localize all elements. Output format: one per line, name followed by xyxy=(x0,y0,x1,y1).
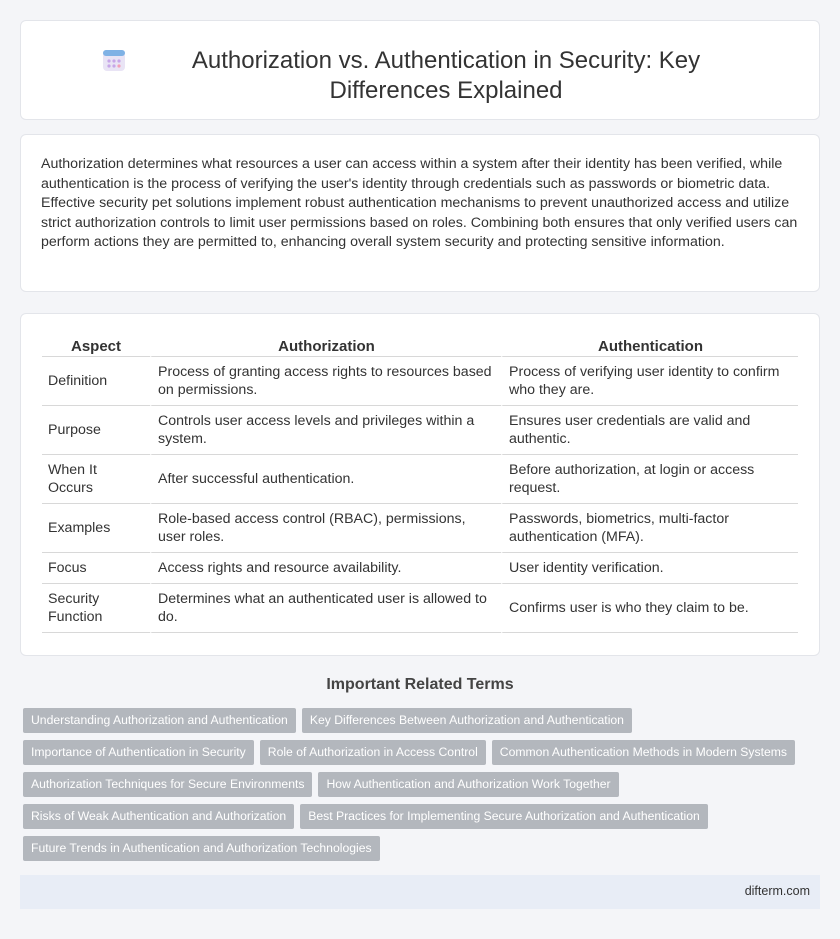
related-terms-title: Important Related Terms xyxy=(326,676,514,693)
header-card xyxy=(20,20,820,120)
related-term-tag[interactable]: Importance of Authentication in Security xyxy=(23,740,254,765)
aspect-cell: Focus xyxy=(42,553,150,584)
authorization-cell: Controls user access levels and privileges within a system. xyxy=(150,406,501,455)
table-row xyxy=(42,357,798,406)
related-term-tag[interactable]: Understanding Authorization and Authentication xyxy=(23,708,296,733)
related-term-tag[interactable]: Authorization Techniques for Secure Environments xyxy=(23,772,312,797)
calendar-icon xyxy=(101,47,127,73)
tag-row xyxy=(23,804,823,836)
table-row xyxy=(42,584,798,633)
authentication-cell: Before authorization, at login or access request. xyxy=(501,455,798,504)
aspect-cell: Definition xyxy=(42,357,150,406)
related-terms-list xyxy=(23,708,823,868)
table-header-row xyxy=(42,334,798,357)
related-term-tag[interactable]: Best Practices for Implementing Secure Authorization and Authentication xyxy=(300,804,708,829)
table-row xyxy=(42,504,798,553)
authentication-cell: Process of verifying user identity to confirm who they are. xyxy=(501,357,798,406)
related-term-tag[interactable]: Future Trends in Authentication and Authorization Technologies xyxy=(23,836,380,861)
related-term-tag[interactable]: Risks of Weak Authentication and Authorization xyxy=(23,804,294,829)
related-term-tag[interactable]: Common Authentication Methods in Modern Systems xyxy=(492,740,795,765)
authorization-cell: Determines what an authenticated user is allowed to do. xyxy=(150,584,501,633)
related-term-tag[interactable]: How Authentication and Authorization Work Together xyxy=(318,772,618,797)
tag-row xyxy=(23,708,823,740)
intro-card xyxy=(20,134,820,292)
comparison-card xyxy=(20,313,820,656)
authorization-cell: Access rights and resource availability. xyxy=(150,553,501,584)
related-term-tag[interactable]: Key Differences Between Authorization and Authentication xyxy=(302,708,632,733)
tag-row xyxy=(23,836,823,868)
authentication-cell: Confirms user is who they claim to be. xyxy=(501,584,798,633)
intro-paragraph: Authorization determines what resources a user can access within a system after their identity has been verified, while authentication is the process of verifying the user's identity through credentials such as passwords or biometric data. Effective security pet solutions implement robust authentication mechanisms to prevent unauthorized access and utilize strict authorization controls to limit user permissions based on roles. Combining both ensures that only verified users can perform actions they are permitted to, enhancing overall system security and protecting sensitive information. xyxy=(41,156,798,251)
column-header-aspect: Aspect xyxy=(42,334,150,357)
aspect-cell: Purpose xyxy=(42,406,150,455)
related-term-tag[interactable]: Role of Authorization in Access Control xyxy=(260,740,486,765)
authentication-cell: Passwords, biometrics, multi-factor authentication (MFA). xyxy=(501,504,798,553)
authentication-cell: Ensures user credentials are valid and authentic. xyxy=(501,406,798,455)
table-row xyxy=(42,406,798,455)
page-title: Authorization vs. Authentication in Security: Key Differences Explained xyxy=(191,47,701,104)
table-row xyxy=(42,455,798,504)
tag-row xyxy=(23,740,823,772)
comparison-table xyxy=(42,334,798,633)
footer-site-link[interactable]: difterm.com xyxy=(744,884,810,898)
authorization-cell: Process of granting access rights to resources based on permissions. xyxy=(150,357,501,406)
column-header-authentication: Authentication xyxy=(501,334,798,357)
table-row xyxy=(42,553,798,584)
aspect-cell: Security Function xyxy=(42,584,150,633)
authorization-cell: After successful authentication. xyxy=(150,455,501,504)
tag-row xyxy=(23,772,823,804)
column-header-authorization: Authorization xyxy=(150,334,501,357)
aspect-cell: When It Occurs xyxy=(42,455,150,504)
aspect-cell: Examples xyxy=(42,504,150,553)
authentication-cell: User identity verification. xyxy=(501,553,798,584)
authorization-cell: Role-based access control (RBAC), permissions, user roles. xyxy=(150,504,501,553)
footer xyxy=(20,875,820,909)
